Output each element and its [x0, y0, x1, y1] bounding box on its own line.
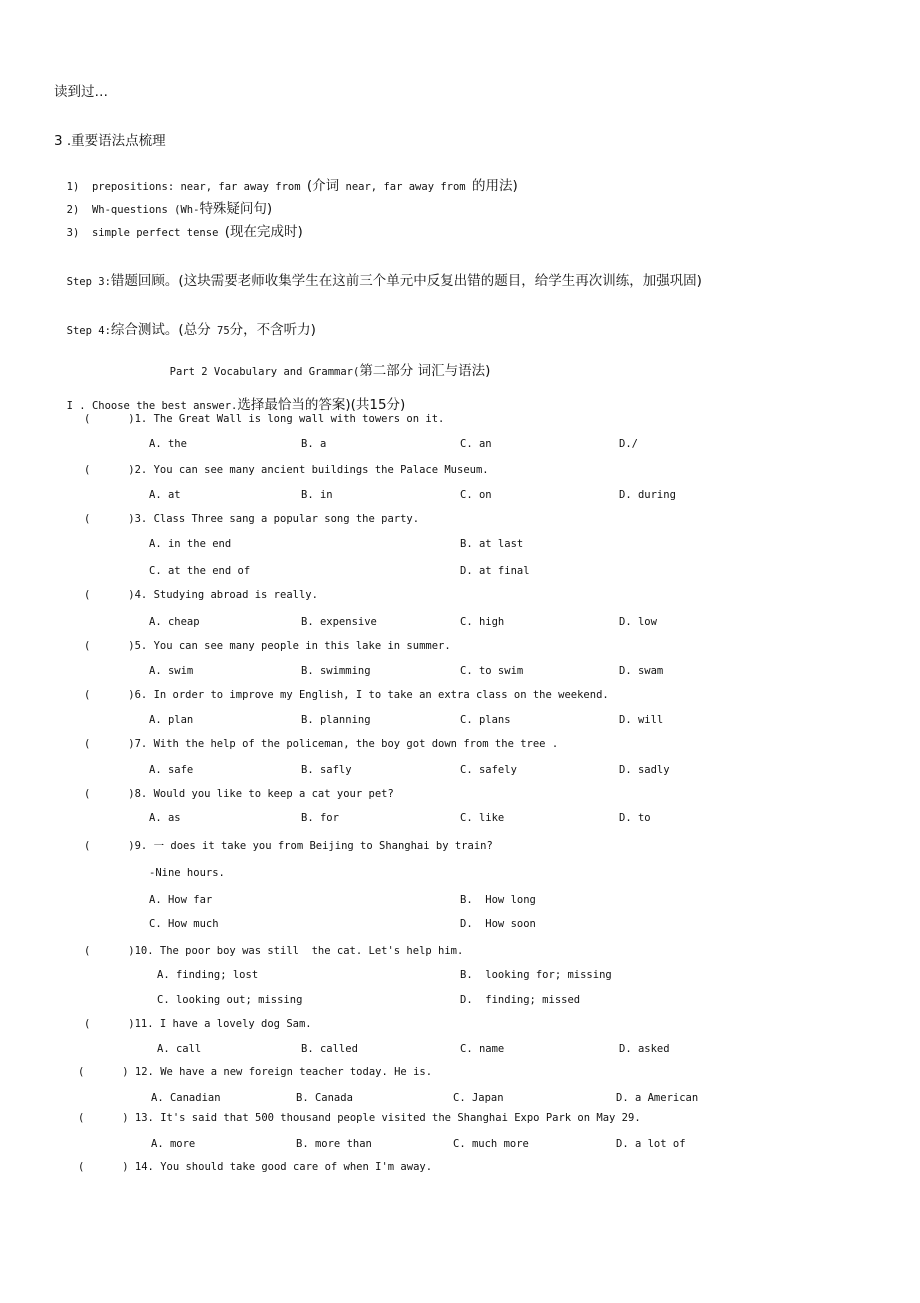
question-9: ( )9. 一 does it take you from Beijing to Shanghai by train? — [84, 840, 493, 852]
question-10: ( )10. The poor boy was still the cat. Let's help him. — [84, 945, 464, 957]
section3-item-1: 1) prepositions: near, far away from (介词 near, far away from 的用法) — [66, 178, 518, 194]
q3-option-d: D. at final — [460, 565, 530, 577]
q11-option-a: A. call — [157, 1043, 202, 1055]
question-3: ( )3. Class Three sang a popular song the party. — [84, 513, 420, 525]
q12-option-d: D. a American — [616, 1092, 699, 1104]
q4-option-c: C. high — [460, 616, 505, 628]
q11-option-d: D. asked — [619, 1043, 670, 1055]
q13-option-d: D. a lot of — [616, 1138, 686, 1150]
question-6: ( )6. In order to improve my English, I to take an extra class on the weekend. — [84, 689, 609, 701]
q6-option-b: B. planning — [301, 714, 371, 726]
q5-option-d: D. swam — [619, 665, 664, 677]
q1-option-b: B. a — [301, 438, 327, 450]
question-11: ( )11. I have a lovely dog Sam. — [84, 1018, 312, 1030]
question-5: ( )5. You can see many people in this lake in summer. — [84, 640, 451, 652]
q4-option-d: D. low — [619, 616, 657, 628]
q10-option-b: B. looking for; missing — [460, 969, 612, 981]
q1-option-a: A. the — [149, 438, 187, 450]
q1-option-d: D./ — [619, 438, 638, 450]
q2-option-d: D. during — [619, 489, 676, 501]
q3-option-c: C. at the end of — [149, 565, 251, 577]
q8-option-d: D. to — [619, 812, 651, 824]
question-1: ( )1. The Great Wall is long wall with towers on it. — [84, 413, 445, 425]
q10-option-d: D. finding; missed — [460, 994, 581, 1006]
q9-option-d: D. How soon — [460, 918, 536, 930]
q9-answer-line: -Nine hours. — [149, 867, 225, 879]
q7-option-c: C. safely — [460, 764, 517, 776]
question-14: ( ) 14. You should take good care of when I'm away. — [78, 1161, 433, 1173]
section3-item-2: 2) Wh-questions (Wh-特殊疑问句) — [66, 201, 273, 217]
section-i-heading: I . Choose the best answer.选择最恰当的答案)(共15分) — [66, 397, 406, 413]
step3-text: Step 3:错题回顾。(这块需要老师收集学生在这前三个单元中反复出错的题目，给学生再次训练，加强巩固) — [66, 273, 702, 289]
question-2: ( )2. You can see many ancient buildings the Palace Museum. — [84, 464, 489, 476]
q1-option-c: C. an — [460, 438, 492, 450]
step4-text: Step 4:综合测试。(总分 75分，不含听力) — [66, 322, 316, 338]
q7-option-a: A. safe — [149, 764, 194, 776]
q11-option-c: C. name — [460, 1043, 505, 1055]
q2-option-a: A. at — [149, 489, 181, 501]
q6-option-d: D. will — [619, 714, 664, 726]
q3-option-a: A. in the end — [149, 538, 232, 550]
part2-heading: Part 2 Vocabulary and Grammar(第二部分 词汇与语法) — [169, 363, 491, 379]
q7-option-d: D. sadly — [619, 764, 670, 776]
question-4: ( )4. Studying abroad is really. — [84, 589, 318, 601]
q2-option-b: B. in — [301, 489, 333, 501]
q4-option-b: B. expensive — [301, 616, 377, 628]
q8-option-b: B. for — [301, 812, 339, 824]
intro-text: 读到过… — [54, 84, 108, 100]
q11-option-b: B. called — [301, 1043, 358, 1055]
q13-option-a: A. more — [151, 1138, 196, 1150]
q8-option-a: A. as — [149, 812, 181, 824]
q3-option-b: B. at last — [460, 538, 524, 550]
section3-item-3: 3) simple perfect tense (现在完成时) — [66, 224, 303, 240]
q4-option-a: A. cheap — [149, 616, 200, 628]
question-8: ( )8. Would you like to keep a cat your pet? — [84, 788, 394, 800]
q5-option-a: A. swim — [149, 665, 194, 677]
q2-option-c: C. on — [460, 489, 492, 501]
q5-option-c: C. to swim — [460, 665, 524, 677]
q7-option-b: B. safly — [301, 764, 352, 776]
q13-option-c: C. much more — [453, 1138, 529, 1150]
q12-option-a: A. Canadian — [151, 1092, 221, 1104]
q6-option-c: C. plans — [460, 714, 511, 726]
section3-heading: 3 .重要语法点梳理 — [54, 133, 166, 149]
q10-option-a: A. finding; lost — [157, 969, 259, 981]
q9-option-a: A. How far — [149, 894, 213, 906]
question-7: ( )7. With the help of the policeman, the boy got down from the tree . — [84, 738, 559, 750]
q13-option-b: B. more than — [296, 1138, 372, 1150]
q9-option-b: B. How long — [460, 894, 536, 906]
q12-option-c: C. Japan — [453, 1092, 504, 1104]
q5-option-b: B. swimming — [301, 665, 371, 677]
question-13: ( ) 13. It's said that 500 thousand people visited the Shanghai Expo Park on May 29. — [78, 1112, 641, 1124]
q6-option-a: A. plan — [149, 714, 194, 726]
q8-option-c: C. like — [460, 812, 505, 824]
q9-option-c: C. How much — [149, 918, 219, 930]
q12-option-b: B. Canada — [296, 1092, 353, 1104]
q10-option-c: C. looking out; missing — [157, 994, 303, 1006]
question-12: ( ) 12. We have a new foreign teacher today. He is. — [78, 1066, 433, 1078]
